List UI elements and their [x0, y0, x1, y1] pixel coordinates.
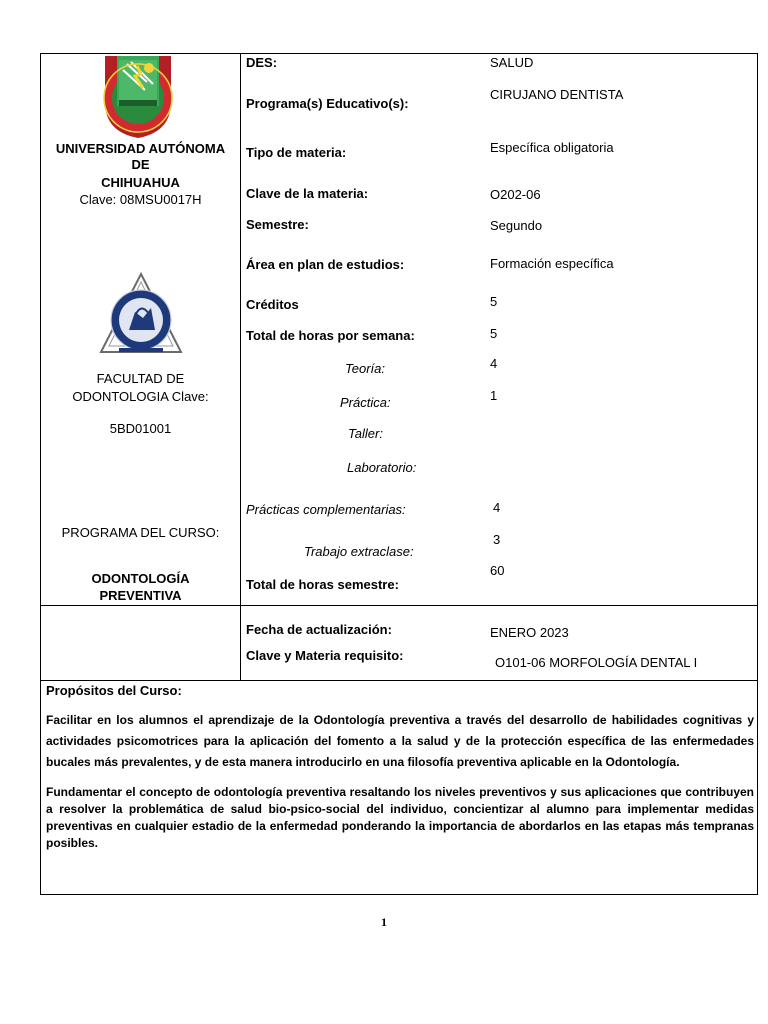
- university-name-line2: DE: [131, 157, 150, 172]
- clave-materia-label: Clave de la materia:: [246, 186, 369, 201]
- fecha-label: Fecha de actualización:: [246, 622, 392, 637]
- des-label: DES:: [246, 55, 278, 70]
- semestre-label: Semestre:: [246, 217, 309, 232]
- faculty-line3: 5BD01001: [109, 421, 172, 436]
- university-name-line3: CHIHUAHUA: [101, 175, 180, 190]
- course-name-line2: PREVENTIVA: [99, 588, 182, 603]
- faculty-line1: FACULTAD DE: [96, 371, 185, 386]
- horas-semestre-label: Total de horas semestre:: [246, 577, 399, 592]
- horas-semana-label: Total de horas por semana:: [246, 328, 415, 343]
- university-shield-logo: [97, 52, 179, 140]
- area-value: Formación específica: [490, 256, 614, 271]
- creditos-label: Créditos: [246, 297, 299, 312]
- laboratorio-label: Laboratorio:: [347, 460, 417, 475]
- extraclase-label: Trabajo extraclase:: [304, 544, 414, 559]
- complementarias-value: 4: [493, 500, 501, 515]
- des-value: SALUD: [490, 55, 534, 70]
- row-divider-2: [40, 680, 758, 681]
- course-name-line1: ODONTOLOGÍA: [91, 571, 190, 586]
- page-number: 1: [381, 915, 387, 929]
- taller-label: Taller:: [348, 426, 383, 441]
- column-divider: [240, 53, 241, 680]
- programa-value: CIRUJANO DENTISTA: [490, 87, 624, 102]
- area-label: Área en plan de estudios:: [246, 257, 405, 272]
- university-name-line1: UNIVERSIDAD AUTÓNOMA: [55, 141, 226, 156]
- programa-label: Programa(s) Educativo(s):: [246, 96, 409, 111]
- semestre-value: Segundo: [490, 218, 543, 233]
- teoria-value: 4: [490, 356, 498, 371]
- tipo-materia-label: Tipo de materia:: [246, 145, 347, 160]
- purposes-paragraph-2: Fundamentar el concepto de odontología preventiva resaltando los niveles preventivos y sus aplicaciones que contribuyen a resolver la problemática de salud bio-psico-social del individuo, concientizar al alumno para implementar medidas preventivas en cualquier estadio de la enfermedad ponderando la importancia de abordarlos en las etapas más tempranas posibles.: [46, 785, 754, 850]
- creditos-value: 5: [490, 294, 498, 309]
- teoria-label: Teoría:: [345, 361, 385, 376]
- row-divider-1: [40, 605, 758, 606]
- clave-materia-value: O202-06: [490, 187, 541, 202]
- requisito-label: Clave y Materia requisito:: [246, 648, 404, 663]
- tipo-materia-value: Específica obligatoria: [490, 140, 614, 155]
- extraclase-value: 3: [493, 532, 501, 547]
- purposes-heading: Propósitos del Curso:: [46, 683, 182, 698]
- faculty-line2: ODONTOLOGIA Clave:: [72, 389, 209, 404]
- horas-semana-value: 5: [490, 326, 498, 341]
- purposes-paragraph-1: Facilitar en los alumnos el aprendizaje de la Odontología preventiva a través del desarrollo de habilidades cognitivas y actividades psicomotrices para la aplicación del fomento a la salud y de la protección específica de las enfermedades bucales más prevalentes, y de esta manera introducirlo en una filosofía preventiva aplicable en la Odontología.: [46, 713, 754, 769]
- university-clave: Clave: 08MSU0017H: [79, 192, 202, 207]
- horas-semestre-value: 60: [490, 563, 505, 578]
- complementarias-label: Prácticas complementarias:: [246, 502, 406, 517]
- requisito-value: O101-06 MORFOLOGÍA DENTAL I: [495, 655, 698, 670]
- fecha-value: ENERO 2023: [490, 625, 569, 640]
- program-label: PROGRAMA DEL CURSO:: [61, 525, 220, 540]
- faculty-seal-logo: [99, 272, 183, 358]
- practica-value: 1: [490, 388, 498, 403]
- practica-label: Práctica:: [340, 395, 391, 410]
